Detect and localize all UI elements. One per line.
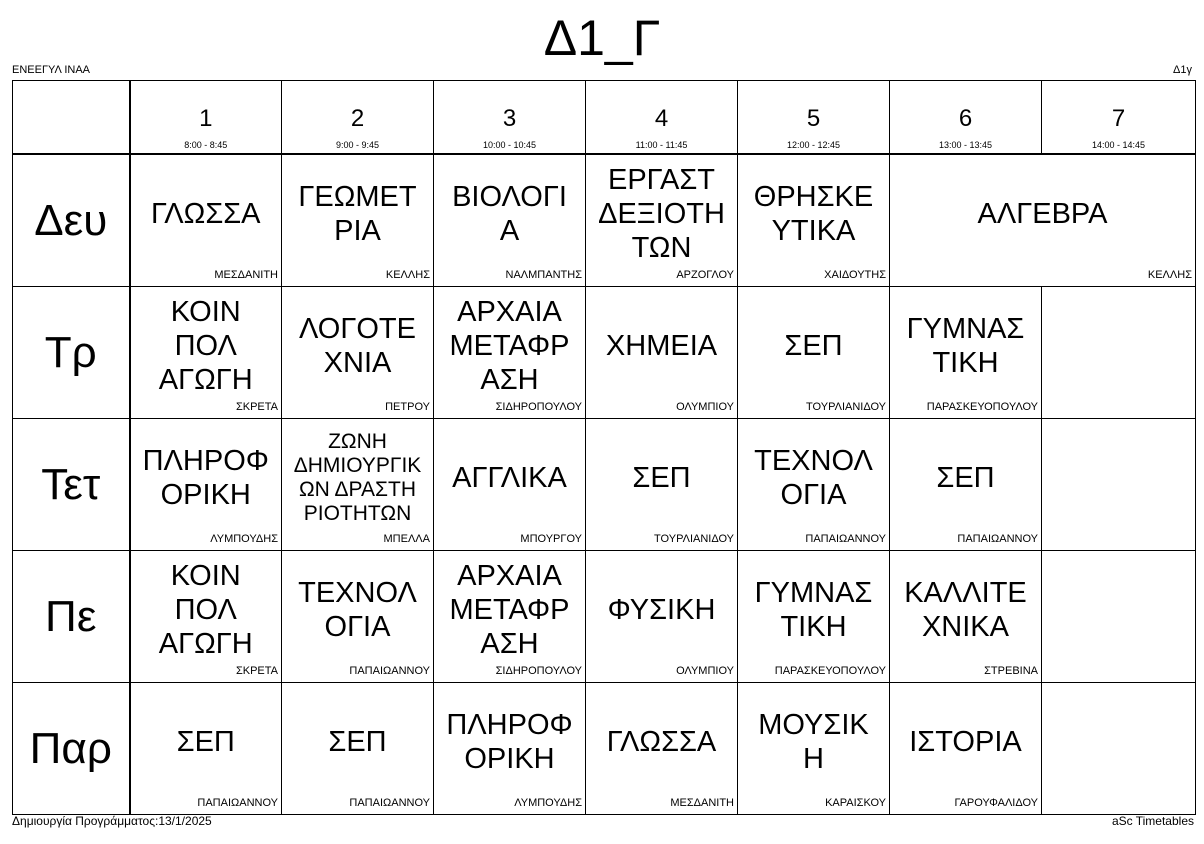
subject: ΓΕΩΜΕΤ ΡΙΑ [298,180,417,247]
lesson-cell [130,154,282,287]
subject: ΤΕΧΝΟΛ ΟΓΙΑ [754,444,873,511]
subject: ΛΟΓΟΤΕ ΧΝΙΑ [299,312,416,379]
subject: ΑΛΓΕΒΡΑ [977,197,1108,230]
teacher: ΑΡΖΟΓΛΟΥ [676,269,734,281]
period-time: 9:00 - 9:45 [335,139,380,150]
teacher: ΟΛΥΜΠΙΟΥ [676,665,734,677]
period-number: 3 [502,104,517,132]
lesson-cell [586,154,738,287]
teacher: ΝΑΛΜΠΑΝΤΗΣ [505,269,582,281]
lesson-cell [434,287,586,419]
lesson-cell [130,551,282,683]
period-time: 13:00 - 13:45 [938,139,993,150]
period-number: 6 [958,104,973,132]
period-header [738,81,890,155]
teacher: ΜΕΣΔΑΝΙΤΗ [670,797,734,809]
period-number: 5 [806,104,821,132]
day-label: Τετ [13,419,130,551]
teacher: ΚΕΛΛΗΣ [385,269,430,281]
subject: ΠΛΗΡΟΦ ΟΡΙΚΗ [446,708,573,775]
lesson-cell [586,419,738,551]
teacher: ΣΚΡΕΤΑ [235,401,278,413]
teacher: ΠΑΠΑΙΩΑΝΝΟΥ [197,797,278,809]
period-header [586,81,738,155]
period-number: 1 [199,104,213,132]
subject: ΙΣΤΟΡΙΑ [909,725,1022,758]
teacher: ΠΑΠΑΙΩΑΝΝΟΥ [957,533,1038,545]
lesson-cell [738,683,890,815]
day-row [13,419,1196,551]
subject: ΓΛΩΣΣΑ [606,725,717,758]
day-label: Πε [13,551,130,683]
timetable [12,80,1196,815]
teacher: ΜΕΣΔΑΝΙΤΗ [214,269,278,281]
teacher: ΛΥΜΠΟΥΔΗΣ [514,797,582,809]
subject: ΣΕΠ [176,725,235,758]
lesson-cell [282,419,434,551]
period-time: 14:00 - 14:45 [1091,139,1146,150]
period-header [890,81,1042,155]
lesson-cell [434,154,586,287]
teacher: ΜΠΕΛΛΑ [383,533,430,545]
subject: ΒΙΟΛΟΓΙ Α [452,180,567,247]
period-number: 2 [350,104,365,132]
subject: ΣΕΠ [328,725,387,758]
period-header [1042,81,1196,155]
teacher: ΤΟΥΡΛΙΑΝΙΔΟΥ [654,533,734,545]
period-number: 7 [1111,104,1126,132]
subject: ΓΛΩΣΣΑ [150,197,261,230]
period-header [282,81,434,155]
day-row [13,683,1196,815]
class-code: Δ1γ [1173,64,1192,76]
lesson-cell [586,551,738,683]
teacher: ΜΠΟΥΡΓΟΥ [520,533,582,545]
teacher: ΠΑΠΑΙΩΑΝΝΟΥ [349,797,430,809]
period-time: 8:00 - 8:45 [184,139,228,150]
lesson-cell [282,551,434,683]
subject: ΦΥΣΙΚΗ [607,593,716,626]
period-time: 11:00 - 11:45 [635,139,688,150]
teacher: ΛΥΜΠΟΥΔΗΣ [210,533,278,545]
teacher: ΚΕΛΛΗΣ [1147,269,1192,281]
subject: ΕΡΓΑΣΤ ΔΕΞΙΟΤΗ ΤΩΝ [598,163,725,264]
teacher: ΟΛΥΜΠΙΟΥ [676,401,734,413]
lesson-cell [890,683,1042,815]
lesson-cell [586,683,738,815]
software-credit: aSc Timetables [1111,814,1194,828]
subject: ΚΟΙΝ ΠΟΛ ΑΓΩΓΗ [158,559,253,660]
period-header [130,81,282,155]
lesson-cell [890,551,1042,683]
lesson-cell [282,154,434,287]
corner-cell [13,81,130,155]
teacher: ΚΑΡΑΙΣΚΟΥ [825,797,886,809]
lesson-cell [282,683,434,815]
empty-cell [1042,551,1196,683]
lesson-cell [586,287,738,419]
subject: ΣΕΠ [632,461,691,494]
day-row [13,154,1196,287]
school-name: ΕΝΕΕΓΥΛ ΙΝΑΑ [12,64,91,76]
lesson-cell [130,683,282,815]
lesson-cell [434,683,586,815]
lesson-cell [738,551,890,683]
period-time: 10:00 - 10:45 [482,139,537,150]
lesson-cell [434,419,586,551]
subject: ΖΩΝΗ ΔΗΜΙΟΥΡΓΙΚ ΩΝ ΔΡΑΣΤΗ ΡΙΟΤΗΤΩΝ [293,429,422,525]
teacher: ΣΙΔΗΡΟΠΟΥΛΟΥ [495,401,582,413]
empty-cell [1042,419,1196,551]
subject: ΚΟΙΝ ΠΟΛ ΑΓΩΓΗ [158,295,253,396]
period-number: 4 [654,104,669,132]
subject: ΘΡΗΣΚΕ ΥΤΙΚΑ [753,180,874,247]
lesson-cell-double [890,154,1196,287]
subject: ΠΛΗΡΟΦ ΟΡΙΚΗ [142,444,269,511]
lesson-cell [890,287,1042,419]
page-title: Δ1_Γ [543,10,661,66]
subject: ΤΕΧΝΟΛ ΟΓΙΑ [298,576,417,643]
lesson-cell [890,419,1042,551]
lesson-cell [282,287,434,419]
lesson-cell [130,287,282,419]
teacher: ΤΟΥΡΛΙΑΝΙΔΟΥ [806,401,886,413]
subject: ΓΥΜΝΑΣ ΤΙΚΗ [754,576,873,643]
lesson-cell [738,154,890,287]
period-header [434,81,586,155]
teacher: ΠΑΡΑΣΚΕΥΟΠΟΥΛΟΥ [774,665,886,677]
subject: ΣΕΠ [784,329,843,362]
subject: ΣΕΠ [936,461,995,494]
lesson-cell [130,419,282,551]
day-row [13,287,1196,419]
subject: ΜΟΥΣΙΚ Η [758,708,869,775]
period-header-row [13,81,1196,155]
lesson-cell [434,551,586,683]
subject: ΑΡΧΑΙΑ ΜΕΤΑΦΡ ΑΣΗ [449,295,570,396]
teacher: ΠΑΠΑΙΩΑΝΝΟΥ [349,665,430,677]
subject: ΑΡΧΑΙΑ ΜΕΤΑΦΡ ΑΣΗ [449,559,570,660]
teacher: ΠΑΡΑΣΚΕΥΟΠΟΥΛΟΥ [926,401,1038,413]
teacher: ΓΑΡΟΥΦΑΛΙΔΟΥ [954,797,1038,809]
day-label: Τρ [13,287,130,419]
subject: ΑΓΓΛΙΚΑ [452,461,567,494]
teacher: ΣΤΡΕΒΙΝΑ [984,665,1038,677]
creation-date: Δημιουργία Προγράμματος:13/1/2025 [12,814,212,828]
teacher: ΣΙΔΗΡΟΠΟΥΛΟΥ [495,665,582,677]
day-label: Παρ [13,683,130,815]
lesson-cell [738,419,890,551]
teacher: ΠΕΤΡΟΥ [385,401,430,413]
teacher: ΧΑΙΔΟΥΤΗΣ [824,269,886,281]
empty-cell [1042,683,1196,815]
subject: ΓΥΜΝΑΣ ΤΙΚΗ [906,312,1025,379]
teacher: ΠΑΠΑΙΩΑΝΝΟΥ [805,533,886,545]
day-label: Δευ [13,154,130,287]
subject: ΧΗΜΕΙΑ [605,329,718,362]
period-time: 12:00 - 12:45 [786,139,841,150]
subject: ΚΑΛΛΙΤΕ ΧΝΙΚΑ [904,576,1027,643]
teacher: ΣΚΡΕΤΑ [235,665,278,677]
empty-cell [1042,287,1196,419]
lesson-cell [738,287,890,419]
day-row [13,551,1196,683]
